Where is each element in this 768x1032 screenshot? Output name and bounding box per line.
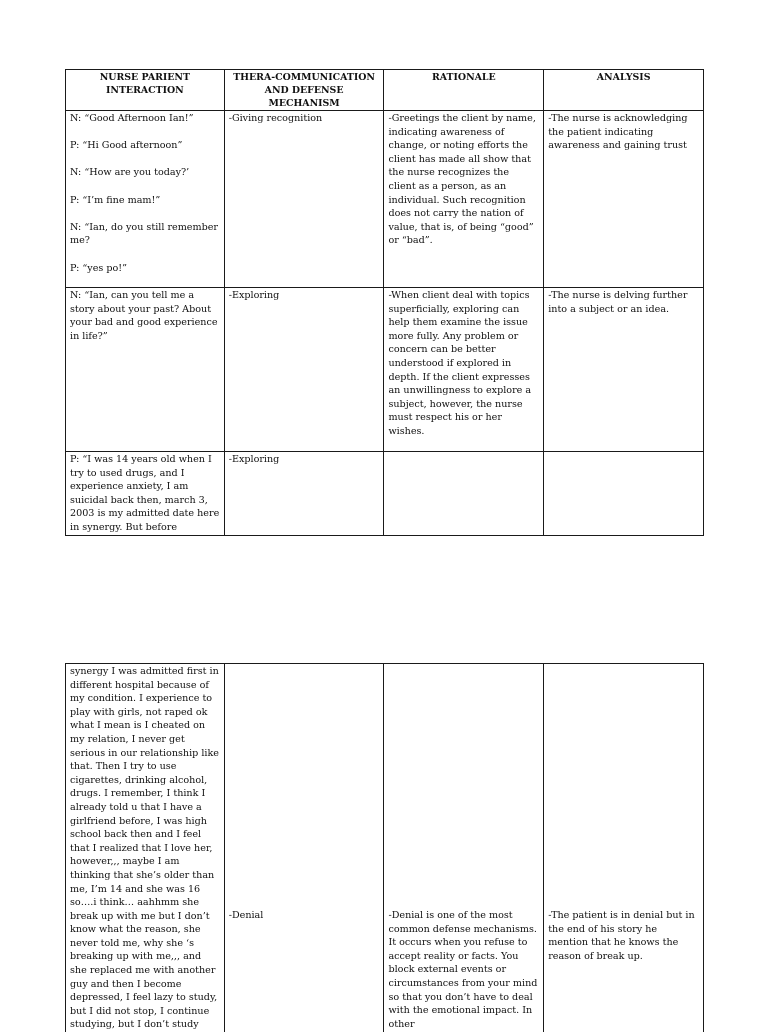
- dialogue-line: N: “Good Afternoon Ian!”: [70, 112, 220, 126]
- process-recording-table: [65, 69, 704, 536]
- rationale-cell: -Greetings the client by name, indicating awareness of change, or noting efforts the client has made all show that the nurse recognizes the client as a person, as an individual. Such recognition does not carry the nation of value, that is, of being “good” or “bad”.: [384, 111, 544, 288]
- technique-text: -Denial: [229, 909, 380, 923]
- interaction-cell: [66, 288, 225, 452]
- rationale-cell: -When client deal with topics superficially, exploring can help them examine the issue more fully. Any problem or concern can be better understood if explored in depth. If the client expresses an unwillingness to explore a subject, however, the nurse must respect his or her wishes.: [384, 288, 544, 452]
- header-thera-communication: THERA-COMMUNICATION AND DEFENSE MECHANISM: [224, 70, 384, 111]
- analysis-cell: -The nurse is acknowledging the patient indicating awareness and gaining trust: [544, 111, 704, 288]
- analysis-cell: [544, 452, 704, 536]
- assessment-table-page-2: [65, 663, 704, 1024]
- technique-cell: -Exploring: [224, 452, 384, 536]
- interaction-cell: synergy I was admitted first in different hospital because of my condition. I experience to play with girls, not raped ok what I mean is I cheated on my relation, I never get serious in our relationship like that. Then I try to use cigarettes, drinking alcohol, drugs. I remember, I think I already told u that I have a girlfriend before, I was high school back then and I feel that I realized that I love her, however,,, maybe I am thinking that she’s older than me, I’m 14 and she was 16 so….i think… aahhmm she break up with me but I don’t know what the reason, she never told me, why she ‘s breaking up with me,,, and she replaced me with another guy and then I become depressed, I feel lazy to study, but I did not stop, I continue studying, but I don’t study: [66, 664, 225, 1032]
- dialogue-line: P: “Hi Good afternoon”: [70, 139, 220, 153]
- table-row: [66, 288, 704, 452]
- dialogue-line: P: “I was 14 years old when I try to used drugs, and I experience anxiety, I am suicidal back then, march 3, 2003 is my admitted date here in synergy. But before: [70, 453, 220, 535]
- dialogue-line: P: “I’m fine mam!”: [70, 194, 220, 208]
- interaction-cell: [66, 452, 225, 536]
- dialogue-line: N: “Ian, do you still remember me?: [70, 221, 220, 248]
- header-nurse-patient-interaction: NURSE PARIENT INTERACTION: [66, 70, 225, 111]
- table-row: [66, 111, 704, 288]
- analysis-text: -The patient is in denial but in the end of his story he mention that he knows the reason of break up.: [548, 909, 699, 963]
- analysis-cell: [544, 664, 704, 1032]
- header-rationale: RATIONALE: [384, 70, 544, 111]
- process-recording-table-continued: [65, 663, 704, 1032]
- table-row: [66, 664, 704, 1032]
- technique-cell: -Exploring: [224, 288, 384, 452]
- table-row: [66, 452, 704, 536]
- rationale-cell: [384, 452, 544, 536]
- interaction-cell: [66, 111, 225, 288]
- rationale-cell: [384, 664, 544, 1032]
- rationale-text: -Denial is one of the most common defense mechanisms. It occurs when you refuse to accept reality or facts. You block external events or circumstances from your mind so that you don’t have to deal with the emotional impact. In other: [388, 909, 539, 1031]
- dialogue-line: P: “yes po!”: [70, 262, 220, 276]
- analysis-cell: -The nurse is delving further into a subject or an idea.: [544, 288, 704, 452]
- technique-cell: [224, 664, 384, 1032]
- dialogue-line: N: “Ian, can you tell me a story about your past? About your bad and good experience in life?”: [70, 289, 220, 343]
- table-header-row: [66, 70, 704, 111]
- technique-cell: -Giving recognition: [224, 111, 384, 288]
- header-analysis: ANALYSIS: [544, 70, 704, 111]
- assessment-table-page-1: [65, 69, 704, 520]
- dialogue-line: N: “How are you today?’: [70, 166, 220, 180]
